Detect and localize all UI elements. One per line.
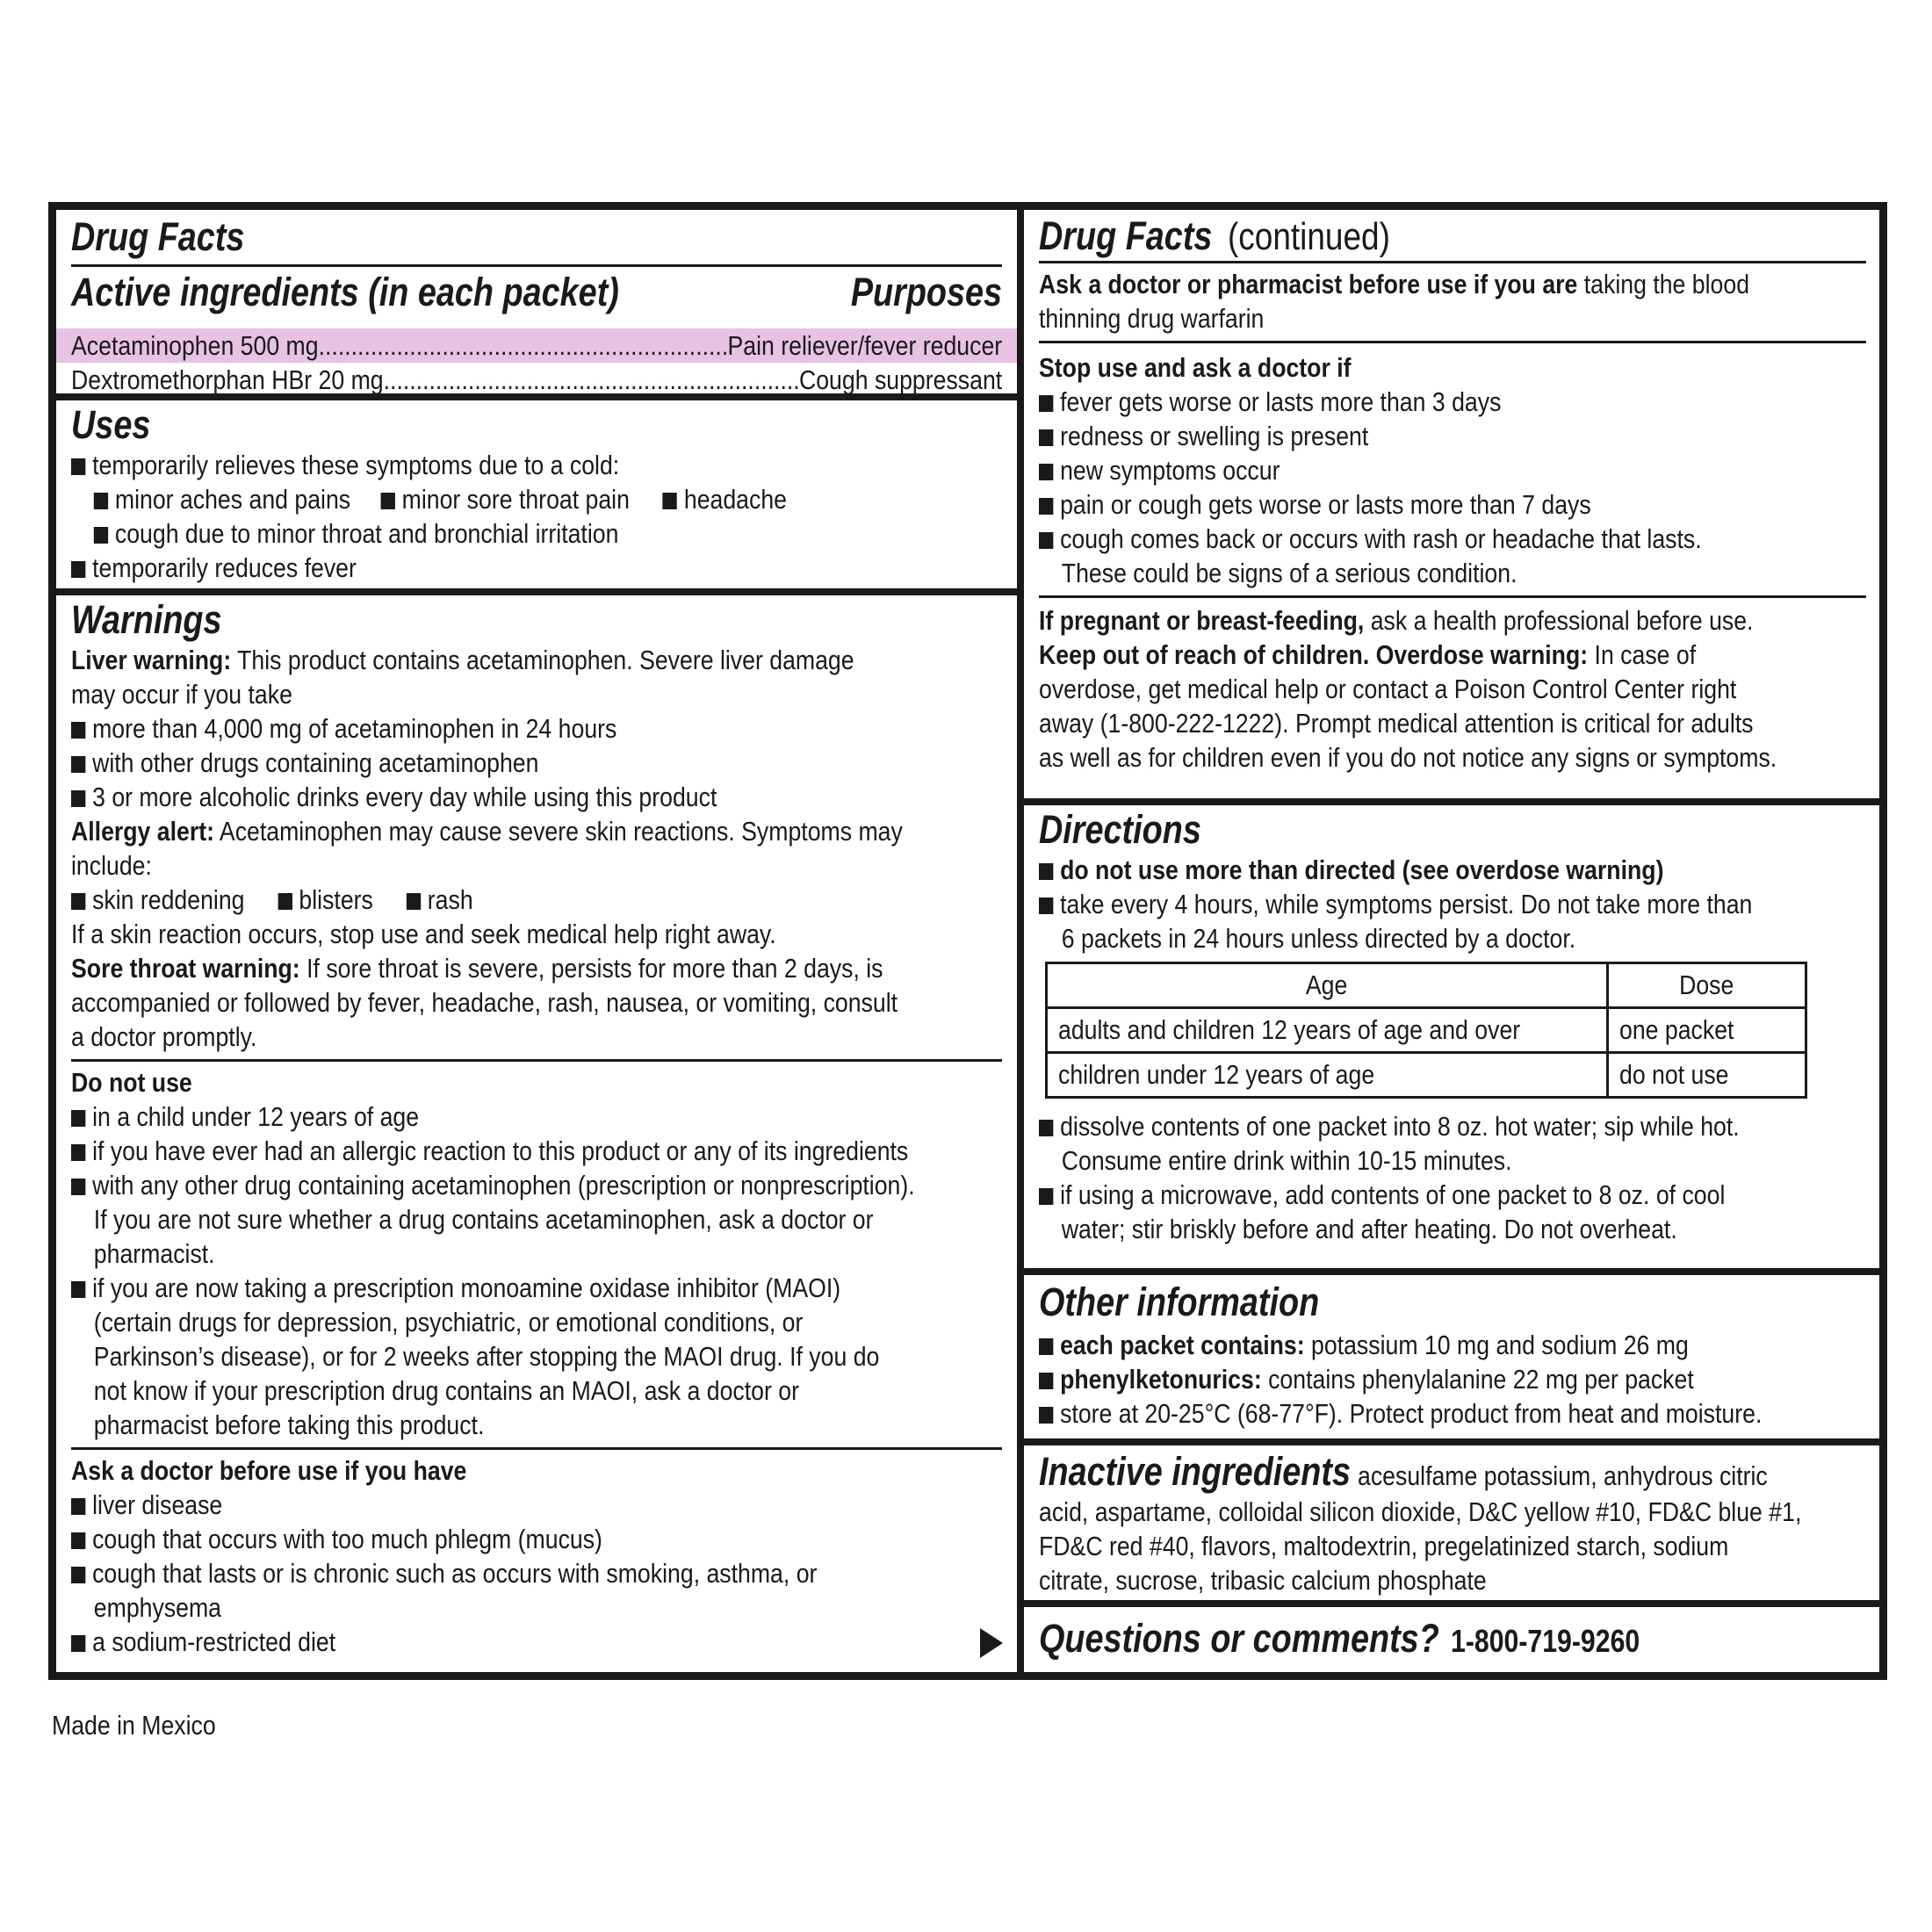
uses-heading: Uses (71, 402, 151, 447)
allergy-items-row: skin reddening blisters rash (71, 883, 1002, 917)
bullet-icon (71, 790, 85, 807)
questions-section (1024, 1607, 1879, 1672)
pregnancy-warning: If pregnant or breast-feeding, ask a health professional before use. (1039, 605, 1754, 636)
table-header-age: Age (1306, 970, 1348, 1000)
bullet-icon (71, 1635, 85, 1652)
ask-doctor-item: a sodium-restricted diet (71, 1625, 1002, 1659)
table-row (1047, 1053, 1806, 1098)
bullet-icon (94, 493, 108, 509)
sore-throat-warning: Sore throat warning: If sore throat is severe, persists for more than 2 days, is (71, 953, 883, 984)
table-cell-dose: do not use (1618, 1059, 1729, 1090)
stop-use-item: fever gets worse or lasts more than 3 days (1039, 385, 1866, 419)
inactive-ingredients-heading: Inactive ingredients (1039, 1449, 1352, 1494)
bullet-icon (71, 756, 85, 773)
liver-item: more than 4,000 mg of acetaminophen in 24 hours (71, 711, 1002, 746)
bullet-icon (1039, 532, 1053, 549)
bullet-icon (71, 722, 85, 739)
uses-symptoms-row: minor aches and pains minor sore throat pain headache (71, 482, 1025, 516)
overdose-cont: overdose, get medical help or contact a Poison Control Center right (1039, 674, 1737, 704)
table-header-row (1047, 963, 1806, 1008)
warnings-continued-section (1024, 210, 1879, 798)
ask-pharmacist-cont: thinning drug warfarin (1039, 303, 1265, 334)
allergy-alert: Allergy alert: Acetaminophen may cause severe skin reactions. Symptoms may (71, 816, 903, 847)
inactive-ingredients-cont: citrate, sucrose, tribasic calcium phosphate (1039, 1565, 1487, 1596)
do-not-use-item: if you have ever had an allergic reaction to this product or any of its ingredients (71, 1134, 1002, 1168)
uses-section (56, 400, 1017, 588)
do-not-use-heading: Do not use (71, 1067, 192, 1098)
made-in-label: Made in Mexico (52, 1710, 216, 1741)
questions-phone: 1-800-719-9260 (1450, 1623, 1640, 1659)
bullet-icon (71, 458, 85, 475)
table-cell-age: adults and children 12 years of age and over (1058, 1014, 1521, 1045)
bullet-icon (381, 493, 395, 509)
stop-use-item: redness or swelling is present (1039, 419, 1866, 453)
purposes-heading: Purposes (850, 270, 1002, 314)
continue-arrow-icon (980, 1628, 1003, 1658)
liver-warning: Liver warning: This product contains acetaminophen. Severe liver damage (71, 645, 854, 675)
sore-throat-cont: a doctor promptly. (71, 1021, 257, 1052)
other-info-item: each packet contains: potassium 10 mg and sodium 26 mg (1039, 1328, 1866, 1362)
directions-item: dissolve contents of one packet into 8 oz. hot water; sip while hot. (1039, 1109, 1866, 1143)
ingredient-row (71, 363, 1002, 397)
table-cell-dose: one packet (1618, 1014, 1734, 1045)
do-not-use-cont: If you are not sure whether a drug contains acetaminophen, ask a doctor or (93, 1204, 874, 1235)
ingredient-name: Acetaminophen 500 mg (71, 330, 319, 361)
directions-cont: water; stir briskly before and after heating. Do not overheat. (1061, 1214, 1677, 1244)
drug-facts-continued-title: Drug Facts (1039, 213, 1213, 258)
bullet-icon (1039, 863, 1053, 880)
drug-facts-panel (48, 202, 1887, 1680)
ingredient-purpose: Pain reliever/fever reducer (727, 330, 1003, 361)
stop-use-item: pain or cough gets worse or lasts more than 7 days (1039, 487, 1866, 522)
bullet-icon (1039, 898, 1053, 914)
directions-item: if using a microwave, add contents of one packet to 8 oz. of cool (1039, 1178, 1866, 1212)
bullet-icon (71, 1179, 85, 1195)
bullet-icon (71, 561, 85, 578)
bullet-icon (1039, 1373, 1053, 1389)
table-header-dose: Dose (1679, 970, 1734, 1000)
bullet-icon (71, 893, 85, 910)
do-not-use-item: in a child under 12 years of age (71, 1099, 1002, 1134)
divider (1039, 341, 1866, 343)
do-not-use-item: if you are now taking a prescription monoamine oxidase inhibitor (MAOI) (71, 1271, 1002, 1305)
liver-warning-cont: may occur if you take (71, 679, 292, 710)
bullet-icon (71, 1498, 85, 1515)
questions-heading: Questions or comments? (1039, 1616, 1439, 1661)
dosage-table (1045, 962, 1807, 1099)
inactive-ingredients-cont: FD&C red #40, flavors, maltodextrin, pregelatinized starch, sodium (1039, 1531, 1729, 1561)
uses-item: cough due to minor throat and bronchial irritation (71, 516, 1025, 551)
overdose-cont: away (1-800-222-1222). Prompt medical attention is critical for adults (1039, 708, 1754, 739)
inactive-ingredients-text: acesulfame potassium, anhydrous citric (1357, 1460, 1768, 1491)
bullet-icon (1039, 1120, 1053, 1136)
divider (1039, 261, 1866, 263)
active-ingredients-section (56, 210, 1017, 393)
bullet-icon (1039, 1407, 1053, 1424)
divider (71, 1059, 1002, 1062)
uses-item: temporarily relieves these symptoms due to a cold: (71, 448, 1002, 482)
ingredient-purpose: Cough suppressant (798, 364, 1003, 395)
ask-doctor-heading: Ask a doctor before use if you have (71, 1455, 467, 1486)
table-cell-age: children under 12 years of age (1058, 1059, 1375, 1090)
bullet-icon (1039, 395, 1053, 412)
bullet-icon (71, 1567, 85, 1583)
directions-item: take every 4 hours, while symptoms persist. Do not take more than (1039, 887, 1866, 921)
do-not-use-cont: Parkinson’s disease), or for 2 weeks after stopping the MAOI drug. If you do (93, 1341, 880, 1372)
continued-label: (continued) (1228, 215, 1390, 258)
active-ingredients-heading: Active ingredients (in each packet) (71, 270, 619, 314)
ask-pharmacist: Ask a doctor or pharmacist before use if you are taking the blood (1039, 269, 1750, 299)
divider (1039, 595, 1866, 598)
stop-use-item: new symptoms occur (1039, 453, 1866, 487)
stop-use-cont: These could be signs of a serious condition. (1061, 558, 1517, 588)
allergy-alert-cont: include: (71, 850, 152, 881)
ingredient-name: Dextromethorphan HBr 20 mg (71, 364, 384, 395)
bullet-icon (1039, 429, 1053, 446)
bullet-icon (71, 1532, 85, 1549)
stop-use-item: cough comes back or occurs with rash or headache that lasts. (1039, 522, 1866, 556)
divider (71, 1447, 1002, 1450)
directions-cont: 6 packets in 24 hours unless directed by a doctor. (1061, 923, 1576, 954)
overdose-warning: Keep out of reach of children. Overdose warning: In case of (1039, 639, 1697, 670)
other-information-section (1024, 1275, 1879, 1438)
bullet-icon (278, 893, 292, 910)
inactive-ingredients-section (1024, 1445, 1879, 1600)
bullet-icon (1039, 1188, 1053, 1205)
do-not-use-item: with any other drug containing acetaminophen (prescription or nonprescription). (71, 1168, 1002, 1202)
bullet-icon (1039, 498, 1053, 515)
other-information-heading: Other information (1039, 1280, 1320, 1324)
sore-throat-cont: accompanied or followed by fever, headache, rash, nausea, or vomiting, consult (71, 987, 898, 1018)
other-info-item: store at 20-25°C (68-77°F). Protect product from heat and moisture. (1039, 1396, 1866, 1431)
do-not-use-cont: pharmacist. (93, 1238, 215, 1269)
bullet-icon (71, 1281, 85, 1298)
bullet-icon (71, 1110, 85, 1127)
warnings-section (56, 595, 1017, 1672)
do-not-use-cont: pharmacist before taking this product. (93, 1409, 485, 1440)
do-not-use-cont: not know if your prescription drug contains an MAOI, ask a doctor or (93, 1375, 799, 1406)
drug-facts-title: Drug Facts (71, 214, 245, 259)
bullet-icon (71, 1144, 85, 1161)
allergy-after: If a skin reaction occurs, stop use and seek medical help right away. (71, 919, 776, 949)
liver-item: 3 or more alcoholic drinks every day while using this product (71, 780, 1002, 814)
ask-doctor-cont: emphysema (93, 1592, 222, 1623)
liver-item: with other drugs containing acetaminophen (71, 746, 1002, 780)
bullet-icon (1039, 1338, 1053, 1355)
ingredient-row (71, 328, 1002, 363)
directions-cont: Consume entire drink within 10-15 minutes. (1061, 1145, 1512, 1176)
bullet-icon (1039, 464, 1053, 480)
right-column (1024, 210, 1879, 1672)
bullet-icon (663, 493, 677, 509)
bullet-icon (94, 527, 108, 544)
table-row (1047, 1008, 1806, 1053)
bullet-icon (407, 893, 421, 910)
ask-doctor-item: cough that occurs with too much phlegm (mucus) (71, 1522, 1002, 1556)
ask-doctor-item: cough that lasts or is chronic such as occurs with smoking, asthma, or (71, 1556, 1002, 1590)
uses-item: temporarily reduces fever (71, 551, 1002, 585)
overdose-cont: as well as for children even if you do not notice any signs or symptoms. (1039, 742, 1777, 773)
directions-section (1024, 805, 1879, 1268)
directions-item: do not use more than directed (see overdose warning) (1039, 853, 1866, 887)
warnings-heading: Warnings (71, 597, 222, 642)
ask-doctor-item: liver disease (71, 1488, 1002, 1522)
directions-heading: Directions (1039, 807, 1201, 852)
do-not-use-cont: (certain drugs for depression, psychiatric, or emotional conditions, or (93, 1307, 804, 1337)
other-info-item: phenylketonurics: contains phenylalanine 22 mg per packet (1039, 1362, 1866, 1396)
stop-use-heading: Stop use and ask a doctor if (1039, 352, 1352, 383)
inactive-ingredients-cont: acid, aspartame, colloidal silicon dioxide, D&C yellow #10, FD&C blue #1, (1039, 1496, 1802, 1527)
left-column (56, 210, 1017, 1672)
